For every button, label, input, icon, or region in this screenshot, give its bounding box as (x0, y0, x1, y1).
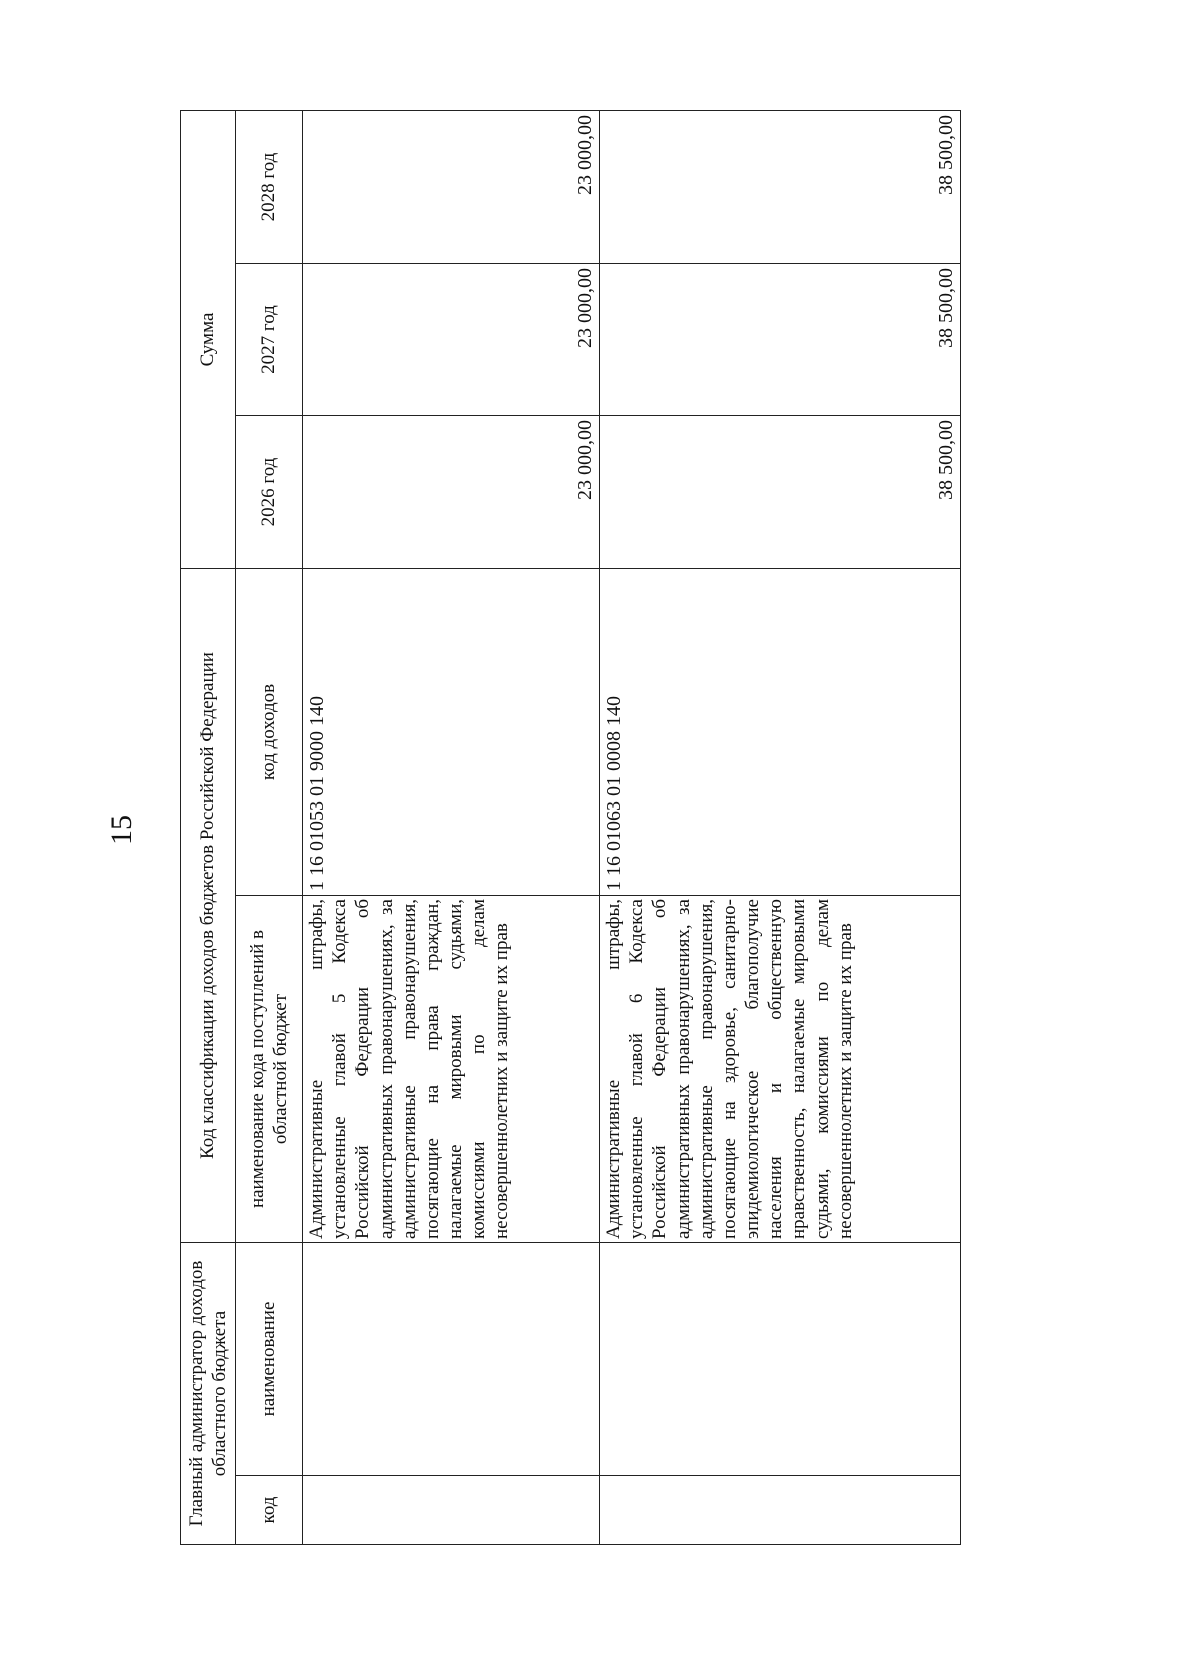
header-admin-name: наименование (236, 1243, 303, 1476)
table-row (303, 111, 600, 1545)
header-year-2028: 2028 год (236, 111, 303, 264)
row-income-code: 1 16 01053 01 9000 140 (303, 569, 600, 896)
row-income-name: Административные штрафы, установленные главой 5 Кодекса Российской Федерации об административных правонарушениях, за административные правонарушения, посягающие на права граждан, налагаемые мировыми судьями, комиссиями по делам несовершеннолетних и защите их прав (303, 896, 600, 1243)
row-admin-code (303, 1476, 600, 1545)
row-admin-name (303, 1243, 600, 1476)
header-year-2027: 2027 год (236, 264, 303, 416)
row-income-name: Административные штрафы, установленные главой 6 Кодекса Российской Федерации об административных правонарушениях, за административные правонарушения, посягающие на здоровье, санитарно-эпидемиологическое благополучие населения и общественную нравственность, налагаемые мировыми судьями, комиссиями по делам несовершеннолетних и защите их прав (600, 896, 961, 1243)
income-classification-table (180, 110, 961, 1545)
row-sum-2026: 23 000,00 (303, 416, 600, 569)
row-sum-2028: 38 500,00 (600, 111, 961, 264)
header-income-code: код доходов (236, 569, 303, 896)
header-sum-group: Сумма (181, 111, 236, 569)
header-income-name: наименование кода поступлений в областной бюджет (236, 896, 303, 1243)
row-admin-code (600, 1476, 961, 1545)
header-code-group: Код классификации доходов бюджетов Российской Федерации (181, 569, 236, 1243)
header-admin-code: код (236, 1476, 303, 1545)
table-row (600, 111, 961, 1545)
row-sum-2028: 23 000,00 (303, 111, 600, 264)
row-admin-name (600, 1243, 961, 1476)
budget-table-sheet (180, 111, 995, 1545)
row-sum-2027: 38 500,00 (600, 264, 961, 416)
page-number: 15 (105, 815, 138, 845)
row-sum-2026: 38 500,00 (600, 416, 961, 569)
row-sum-2027: 23 000,00 (303, 264, 600, 416)
header-year-2026: 2026 год (236, 416, 303, 569)
row-income-code: 1 16 01063 01 0008 140 (600, 569, 961, 896)
header-admin-group: Главный администратор доходов областного бюджета (181, 1243, 236, 1545)
